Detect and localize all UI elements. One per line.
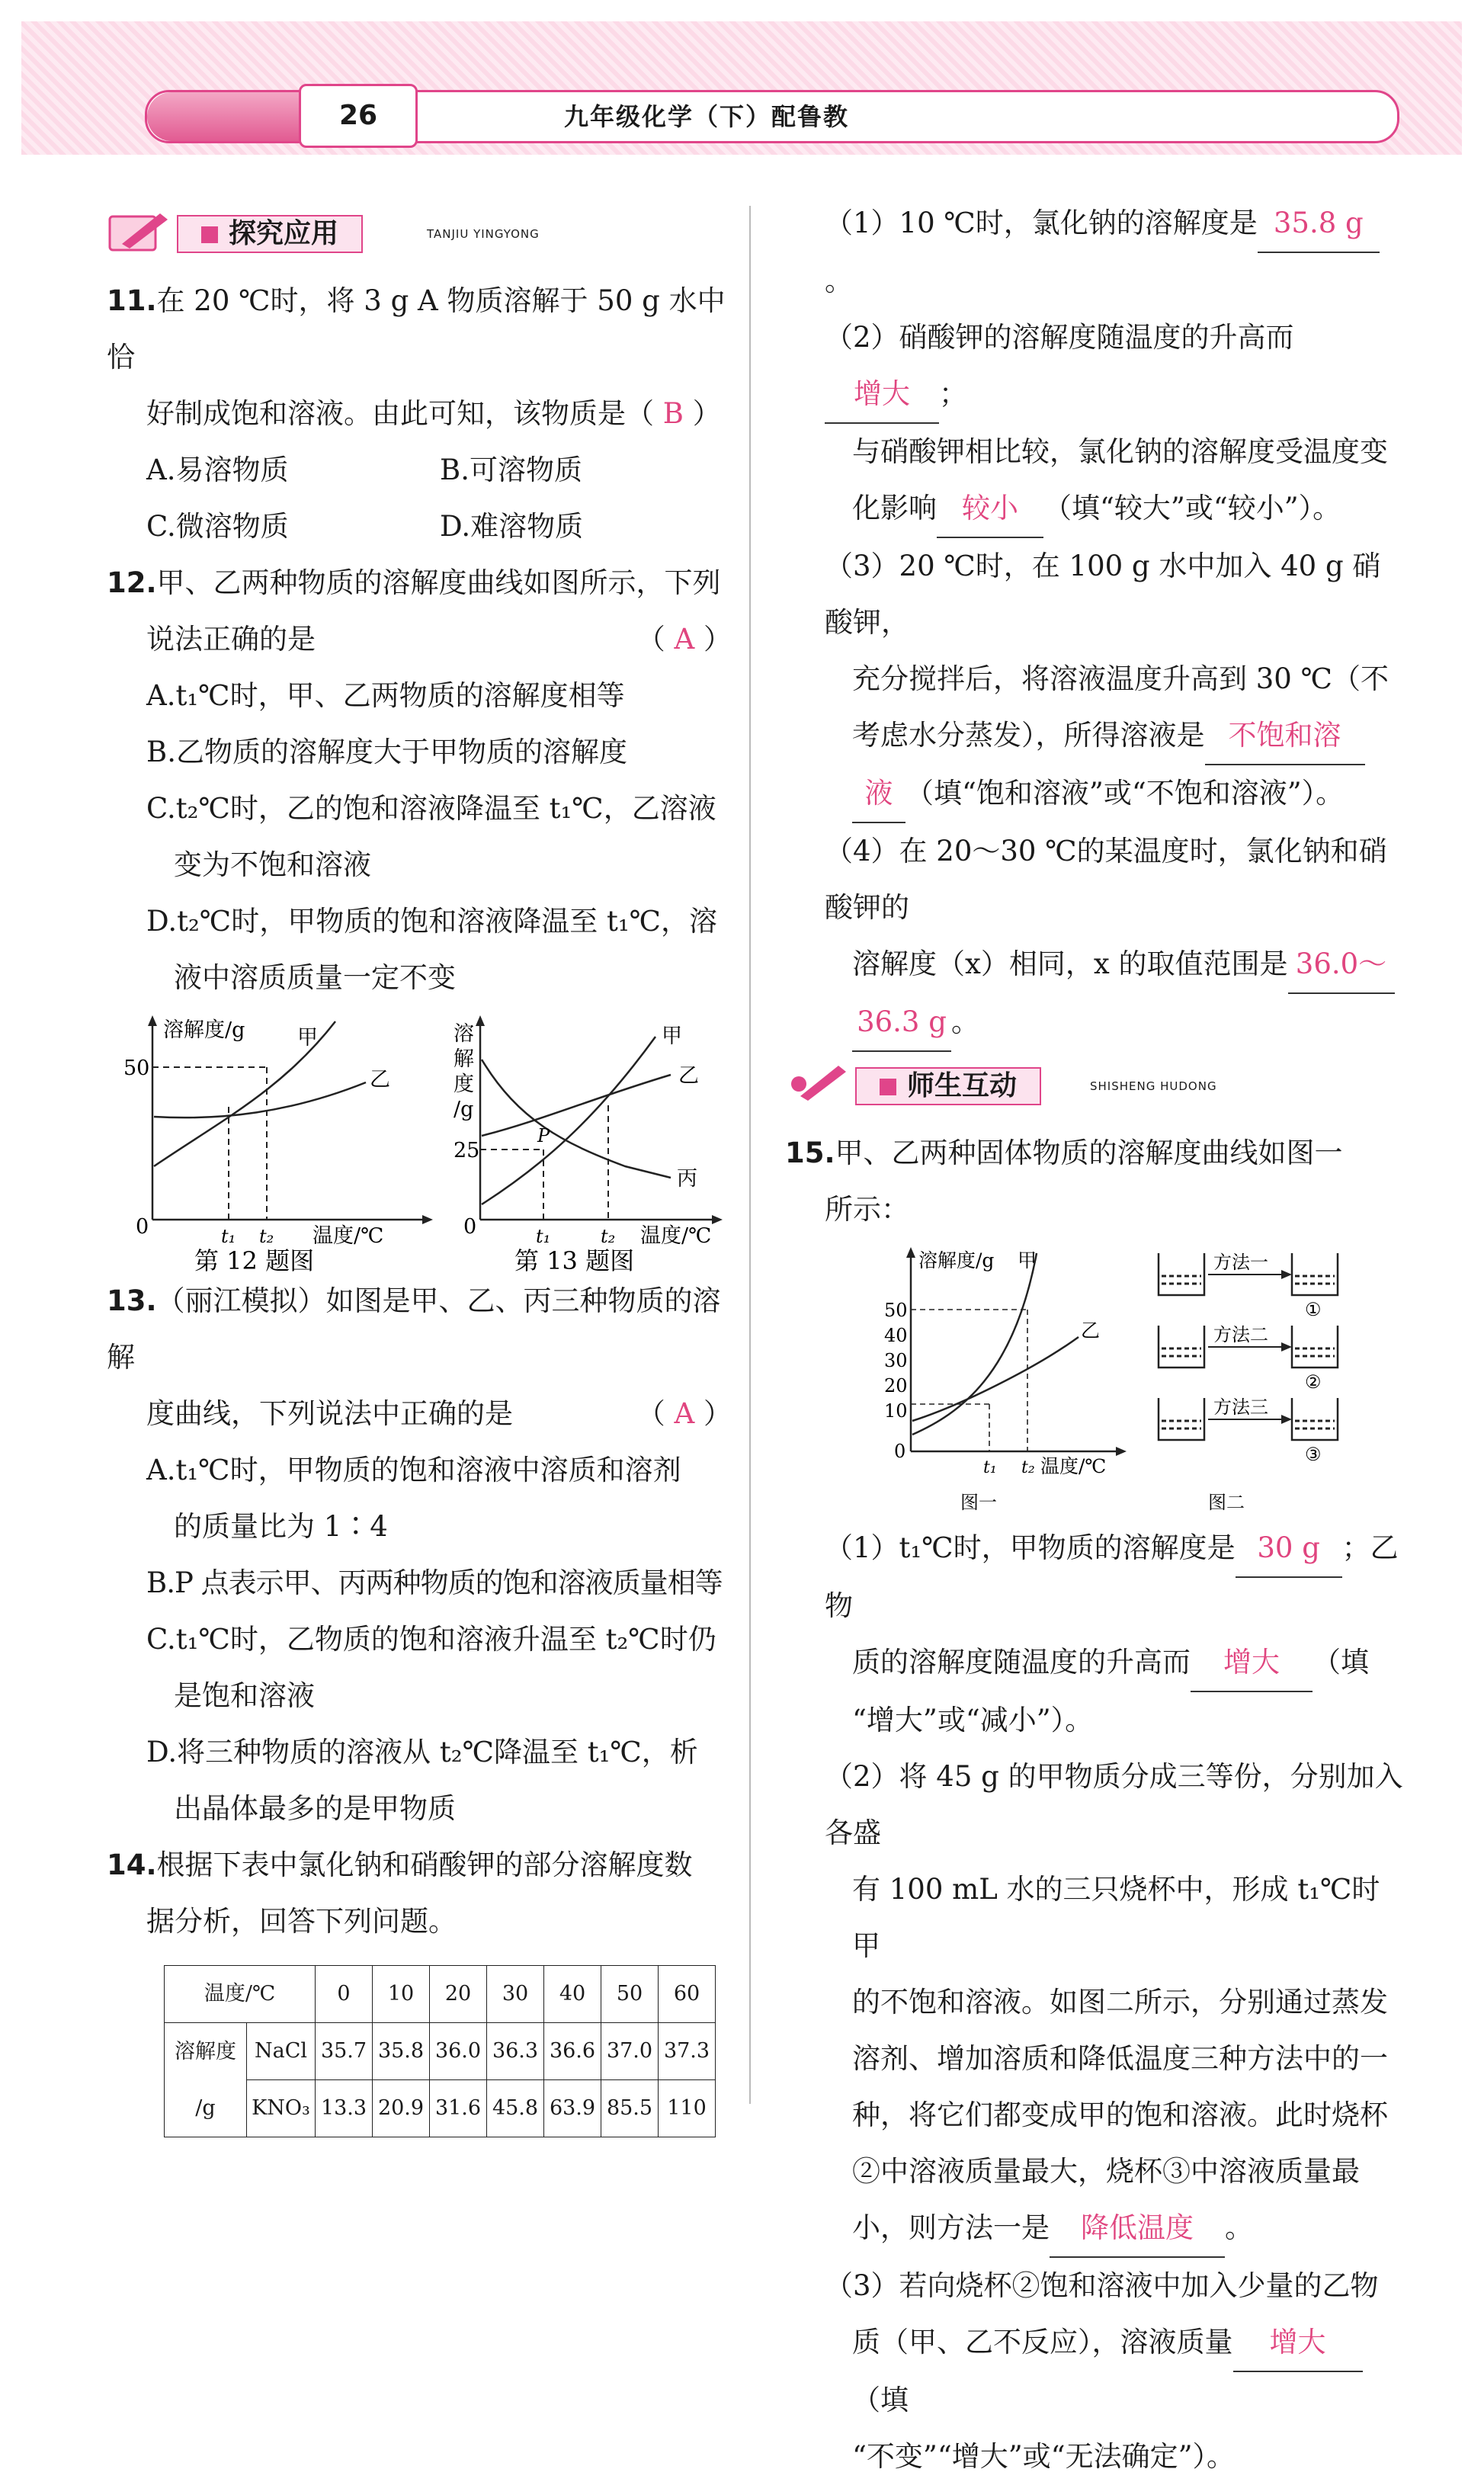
svg-text:甲: 甲 (1018, 1249, 1037, 1271)
fig12-xlabel: 温度/℃ (313, 1224, 384, 1248)
fig13-p: P (537, 1125, 550, 1146)
svg-text:溶: 溶 (454, 1022, 474, 1046)
svg-text:图一: 图一 (960, 1492, 997, 1513)
section-title: 师生互动 (907, 1070, 1018, 1101)
pen-icon (785, 1061, 854, 1107)
svg-text:温度/℃: 温度/℃ (1040, 1455, 1107, 1477)
svg-text:t₁: t₁ (983, 1458, 997, 1477)
svg-text:20: 20 (884, 1375, 908, 1396)
fig12-t1: t₁ (221, 1226, 236, 1247)
svg-text:乙: 乙 (1081, 1319, 1101, 1342)
q11: 11.在 20 ℃时，将 3 g A 物质溶解于 50 g 水中恰 (107, 284, 726, 374)
fig13-origin: 0 (463, 1215, 477, 1239)
answer-14-1: 35.8 g (1258, 195, 1380, 253)
column-divider (749, 206, 751, 2104)
svg-text:方法二: 方法二 (1213, 1324, 1268, 1345)
svg-text:50: 50 (884, 1300, 908, 1321)
q15: 15.甲、乙两种固体物质的溶解度曲线如图一 (785, 1137, 1343, 1169)
svg-text:②: ② (1305, 1371, 1322, 1393)
svg-text:①: ① (1305, 1299, 1322, 1320)
section-header-tanjiu (107, 204, 732, 265)
table-row: 温度/℃ 0 10 20 30 40 50 60 (165, 1966, 716, 2023)
svg-text:30: 30 (884, 1350, 908, 1371)
figures-15 (785, 1238, 1406, 1520)
fig12-yi: 乙 (370, 1068, 390, 1092)
svg-text:10: 10 (884, 1400, 908, 1422)
q13: 13.（丽江模拟）如图是甲、乙、丙三种物质的溶解 (107, 1284, 721, 1374)
solubility-table-wrap (107, 1965, 732, 2137)
fig12-origin: 0 (136, 1215, 149, 1239)
fig15-svg (785, 1238, 1406, 1520)
fig13 (454, 1015, 723, 1273)
left-column: 探究应用 TANJIU YINGYONG 11.在 20 ℃时，将 3 g A 物质溶解于 50 g 水中恰 好制成饱和溶液。由此可知，该物质是（ B ） A.易溶物质 B.可溶物质 C.微溶物质 D.难溶物质 12.甲、乙两种物质的溶解度曲线如图所示，下列 说法正确的是 （ A ） A.t₁℃时，甲、乙两物质的溶解度相等 B.乙物质的溶解度大于甲物质的溶解度 C.t₂℃时，乙的饱和溶液降温至 t₁℃，乙溶液 变为不饱和溶液 D.t₂℃时，甲物质的饱和溶液降温至 t₁℃，溶 液中溶质质量一定不变 溶解度/g 50 0 t₁ t₂ 温度/℃ 甲 乙 第 12 题图 溶 解 度 /g 25 0 P t₁ t₂ 温度/℃ 甲 乙 丙 第 13 题图 13.（丽江模拟）如图是甲、乙、丙三种物质的溶解 度曲线，下列说法中正确的是 （ A ） A.t₁℃时，甲物质的饱和溶液中溶质和溶剂 的质量比为 1∶4 B.P 点表示甲、丙两种物质的饱和溶液质量相等 C.t₁℃时，乙物质的饱和溶液升温至 t₂℃时仍 是饱和溶液 D.将三种物质的溶液从 t₂℃降温至 t₁℃，析 出晶体最多的是甲物质 14.根据下表中氯化钠和硝酸钾的部分溶解度数 据分析，回答下列问题。 温度/℃ 0 10 20 30 40 50 60 溶解度 /g NaCl 35.7 35.8 36.0 36.3 36.6 37.0 37.3 KNO₃ 13.3 20.9 31.6 45.8 63.9 85.5 110 (107, 200, 732, 2137)
fig13-t1: t₁ (536, 1226, 551, 1247)
fig13-jia: 甲 (662, 1024, 682, 1048)
fig13-tick-25: 25 (454, 1139, 480, 1162)
answer-14-3a: 不饱和溶 (1205, 707, 1365, 765)
svg-text:解: 解 (454, 1047, 474, 1071)
fig12-ylabel: 溶解度/g (163, 1018, 245, 1042)
section-subtitle: TANJIU YINGYONG (427, 227, 540, 241)
fig13-t2: t₂ (601, 1226, 616, 1247)
answer-15-1b: 增大 (1191, 1634, 1313, 1692)
fig13-yi: 乙 (678, 1064, 699, 1088)
fig13-xlabel: 温度/℃ (640, 1224, 712, 1248)
svg-text:图二: 图二 (1208, 1492, 1245, 1513)
answer-14-2a: 增大 (825, 366, 939, 424)
svg-text:溶解度/g: 溶解度/g (918, 1249, 995, 1271)
svg-text:方法三: 方法三 (1213, 1396, 1268, 1418)
svg-text:0: 0 (894, 1441, 906, 1462)
svg-text:t₂: t₂ (1021, 1458, 1035, 1477)
svg-text:40: 40 (884, 1325, 908, 1346)
page-number: 26 (299, 84, 418, 148)
answer-14-2b: 较小 (937, 480, 1043, 538)
q12: 12.甲、乙两种物质的溶解度曲线如图所示，下列 (107, 566, 721, 599)
svg-text:度: 度 (454, 1073, 474, 1096)
fig12-13-svg (107, 1006, 732, 1273)
answer-14-4a: 36.0～ (1288, 936, 1395, 994)
fig13-bing: 丙 (677, 1167, 697, 1191)
answer-13: A (674, 1397, 695, 1430)
fig12-t2: t₂ (259, 1226, 274, 1247)
book-title: 九年级化学（下）配鲁教 (564, 102, 850, 131)
q14: 14.根据下表中氯化钠和硝酸钾的部分溶解度数 (107, 1849, 693, 1881)
svg-text:方法一: 方法一 (1213, 1252, 1268, 1273)
section-subtitle: SHISHENG HUDONG (1090, 1079, 1217, 1093)
answer-15-2: 降低温度 (1050, 2200, 1225, 2258)
section-title: 探究应用 (229, 218, 339, 249)
answer-11: B (662, 397, 684, 430)
right-column: （1）10 ℃时，氯化钠的溶解度是 35.8 g。 （2）硝酸钾的溶解度随温度的升高而增大 ； 与硝酸钾相比较，氯化钠的溶解度受温度变 化影响 较小 （填“较大”或“较小”）。 （3）20 ℃时，在 100 g 水中加入 40 g 硝酸钾， 充分搅拌后，将溶液温度升高到 30 ℃（不 考虑水分蒸发），所得溶液是 不饱和溶 液 （填“饱和溶液”或“不饱和溶液”）。 （4）在 20～30 ℃的某温度时，氯化钠和硝酸钾的 溶解度（x）相同，x 的取值范围是 36.0～ 36.3 g 。 师生互动 SHISHENG HUDONG 15.甲、乙两种固体物质的溶解度曲线如图一 所示： 溶解度/g 甲 乙 50 40 30 20 10 0 t₁ t₂ 温度/℃ 图一 方法一 ① 方法二 ② 方法三 ③ 图二 （1）t₁℃时，甲物质的溶解度是 30 g ；乙物 质的溶解度随温度的升高而 增大 （填 “增大”或“减小”）。 （2）将 45 g 的甲物质分成三等份，分别加入各盛 有 100 mL 水的三只烧杯中，形成 t₁℃时甲 的不饱和溶液。如图二所示，分别通过蒸发 溶剂、增加溶质和降低温度三种方法中的一 种，将它们都变成甲的饱和溶液。此时烧杯 ②中溶液质量最大，烧杯③中溶液质量最 小，则方法一是 降低温度 。 （3）若向烧杯②饱和溶液中加入少量的乙物 质（甲、乙不反应），溶液质量 增大（填 “不变”“增大”或“无法确定”）。 (785, 195, 1406, 2485)
fig12-caption: 第 12 题图 (194, 1246, 315, 1273)
answer-14-3b: 液 (852, 765, 905, 823)
answer-12: A (674, 623, 695, 656)
pen-icon (107, 209, 175, 255)
table-row: KNO₃ 13.3 20.9 31.6 45.8 63.9 85.5 110 (165, 2080, 716, 2137)
fig12-jia: 甲 (297, 1026, 318, 1050)
table-row: 溶解度 /g NaCl 35.7 35.8 36.0 36.3 36.6 37.0 37.3 (165, 2023, 716, 2080)
answer-15-1a: 30 g (1236, 1520, 1342, 1578)
answer-15-3: 增大 (1233, 2314, 1363, 2372)
fig15-graph (884, 1247, 1127, 1513)
fig12 (123, 1015, 433, 1273)
figures-12-13 (107, 1006, 732, 1273)
answer-14-4b: 36.3 g (852, 994, 951, 1052)
section-header-shisheng (785, 1057, 1406, 1117)
fig12-tick-50: 50 (123, 1057, 150, 1080)
fig13-caption: 第 13 题图 (514, 1246, 635, 1273)
solubility-table (164, 1965, 716, 2137)
svg-text:③: ③ (1305, 1444, 1322, 1465)
fig15-beakers (1159, 1252, 1338, 1513)
svg-text:/g: /g (454, 1098, 474, 1121)
